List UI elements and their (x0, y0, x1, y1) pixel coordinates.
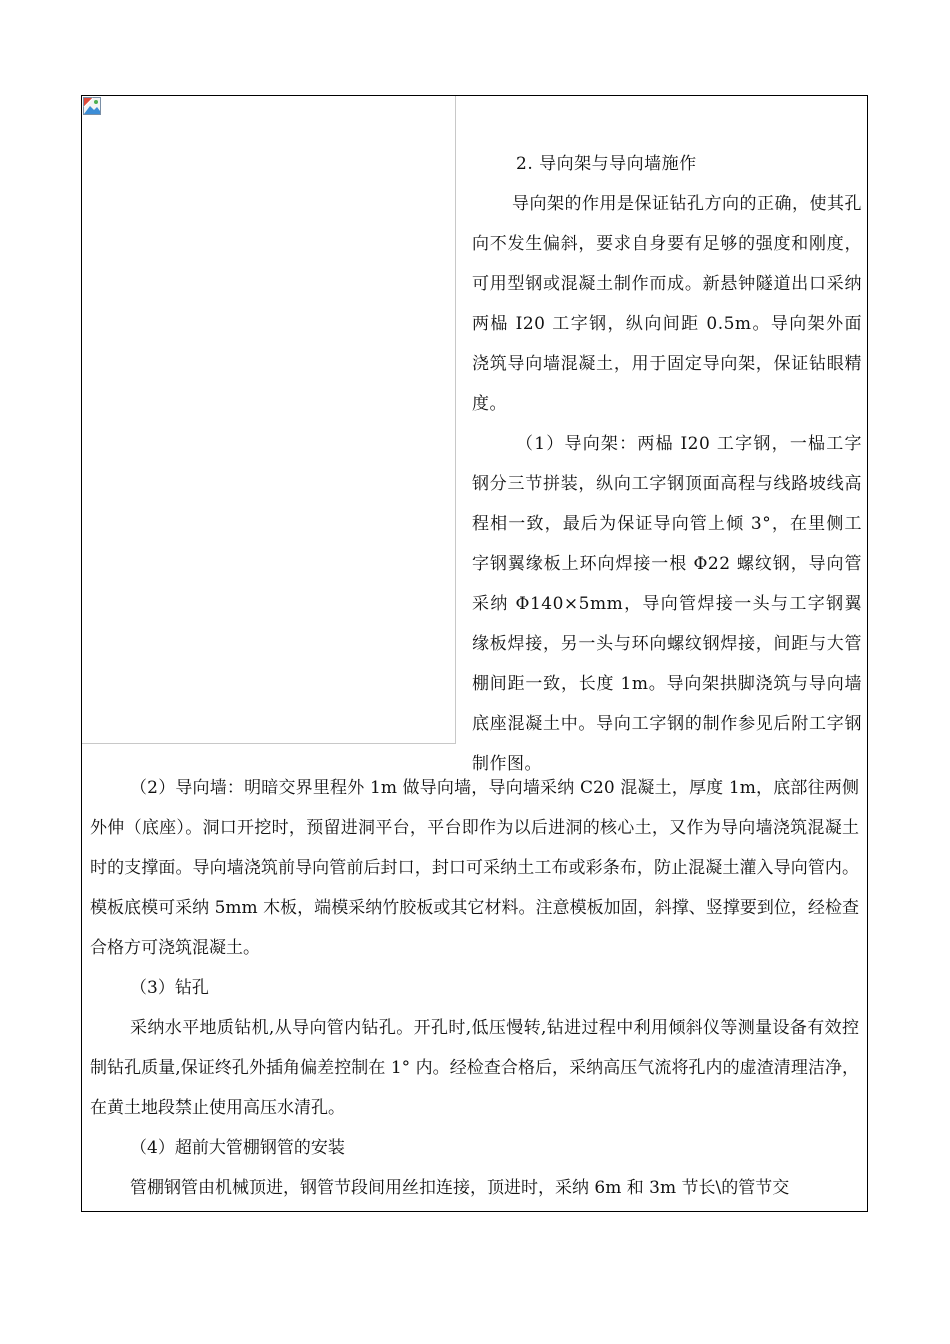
paragraph-guide-frame: （1）导向架：两榀 I20 工字钢，一榀工字钢分三节拼装，纵向工字钢顶面高程与线路坡线高程相一致，最后为保证导向管上倾 3°，在里侧工字钢翼缘板上环向焊接一根 Φ22 螺纹钢，导向管采纳 Φ140×5mm，导向管焊接一头与工字钢翼缘板焊接，另一头与环向螺纹钢焊接，间距与大管棚间距一致，长度 1m。导向架拱脚浇筑与导向墙底座混凝土中。导向工字钢的制作参见后附工字钢制作图。 (472, 434, 862, 774)
bottom-text-block (90, 768, 859, 1208)
paragraph-pipe-install: 管棚钢管由机械顶进，钢管节段间用丝扣连接，顶进时，采纳 6m 和 3m 节长\的管节交 (130, 1178, 790, 1198)
heading-drilling: （3）钻孔 (130, 978, 209, 998)
right-text-column (472, 144, 862, 784)
image-placeholder (82, 96, 456, 744)
paragraph-drilling: 采纳水平地质钻机,从导向管内钻孔。开孔时,低压慢转,钻进过程中利用倾斜仪等测量设备有效控制钻孔质量,保证终孔外插角偏差控制在 1° 内。经检查合格后，采纳高压气流将孔内的虚渣清理洁净，在黄土地段禁止使用高压水清孔。 (90, 1018, 859, 1118)
content-frame (81, 95, 868, 1212)
section-heading: 2. 导向架与导向墙施作 (516, 154, 697, 174)
heading-pipe-install: （4）超前大管棚钢管的安装 (130, 1138, 345, 1158)
broken-image-icon (83, 97, 101, 115)
paragraph-guide-frame-purpose: 导向架的作用是保证钻孔方向的正确，使其孔向不发生偏斜，要求自身要有足够的强度和刚度，可用型钢或混凝土制作而成。新悬钟隧道出口采纳两榀 I20 工字钢，纵向间距 0.5m。导向架外面浇筑导向墙混凝土，用于固定导向架，保证钻眼精度。 (472, 194, 862, 414)
paragraph-guide-wall: （2）导向墙：明暗交界里程外 1m 做导向墙，导向墙采纳 C20 混凝土，厚度 1m，底部往两侧外伸（底座）。洞口开挖时，预留进洞平台，平台即作为以后进洞的核心土，又作为导向墙浇筑混凝土时的支撑面。导向墙浇筑前导向管前后封口，封口可采纳土工布或彩条布，防止混凝土灌入导向管内。模板底模可采纳 5mm 木板，端模采纳竹胶板或其它材料。注意模板加固，斜撑、竖撑要到位，经检查合格方可浇筑混凝土。 (90, 778, 859, 958)
